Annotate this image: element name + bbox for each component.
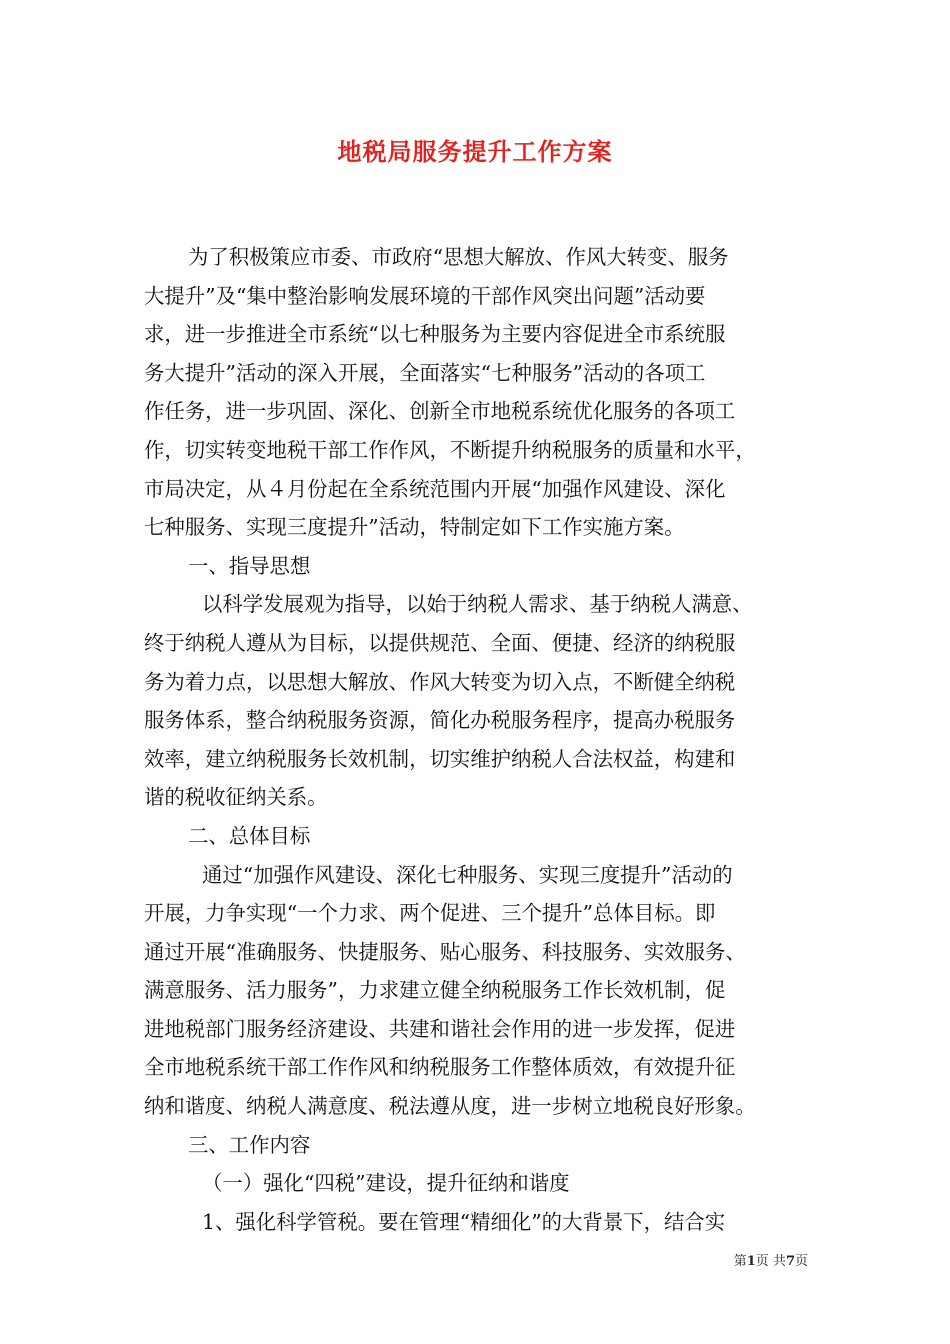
paragraph-line: 1、强化科学管税。要在管理“精细化”的大背景下，结合实: [202, 1209, 726, 1234]
paragraph-line: 七种服务、实现三度提升”活动，特制定如下工作实施方案。: [144, 515, 685, 540]
paragraph-line: 终于纳税人遵从为目标，以提供规范、全面、便捷、经济的纳税服: [144, 630, 736, 655]
page-number-footer: [734, 1250, 808, 1269]
paragraph-line: 务为着力点，以思想大解放、作风大转变为切入点，不断健全纳税: [144, 669, 736, 694]
document-body: [144, 238, 808, 1241]
paragraph-line: 进地税部门服务经济建设、共建和谐社会作用的进一步发挥，促进: [144, 1016, 736, 1041]
document-title: 地税局服务提升工作方案: [337, 137, 613, 166]
paragraph-line: 全市地税系统干部工作作风和纳税服务工作整体质效，有效提升征: [144, 1055, 736, 1080]
paragraph-line: 市局决定，从４月份起在全系统范围内开展“加强作风建设、深化: [144, 476, 726, 501]
paragraph-line: 作任务，进一步巩固、深化、创新全市地税系统优化服务的各项工: [144, 399, 736, 424]
footer-prefix: 第: [733, 1254, 747, 1269]
paragraph-line: 作，切实转变地税干部工作作风，不断提升纳税服务的质量和水平，: [144, 437, 756, 462]
paragraph-line: 以科学发展观为指导，以始于纳税人需求、基于纳税人满意、: [202, 592, 753, 617]
paragraph-line: 大提升”及“集中整治影响发展环境的干部作风突出问题”活动要: [144, 283, 706, 308]
paragraph-line: 通过开展“准确服务、快捷服务、贴心服务、科技服务、实效服务、: [144, 939, 746, 964]
subsection-heading: （一）强化“四税”建设，提升征纳和谐度: [202, 1171, 570, 1196]
paragraph-line: 通过“加强作风建设、深化七种服务、实现三度提升”活动的: [202, 862, 733, 887]
footer-middle: 页 共: [755, 1254, 786, 1269]
footer-total-pages: 7: [785, 1254, 795, 1269]
section-heading: 二、总体目标: [188, 823, 311, 848]
paragraph-line: 服务体系，整合纳税服务资源，简化办税服务程序，提高办税服务: [144, 708, 736, 733]
footer-page-number: 1: [746, 1254, 756, 1269]
paragraph-line: 为了积极策应市委、市政府“思想大解放、作风大转变、服务: [188, 245, 729, 269]
paragraph-line: 谐的税收征纳关系。: [144, 785, 328, 810]
paragraph-line: 满意服务、活力服务”，力求建立健全纳税服务工作长效机制，促: [144, 978, 726, 1003]
paragraph-line: 求，进一步推进全市系统“以七种服务为主要内容促进全市系统服: [144, 322, 726, 347]
section-heading: 三、工作内容: [188, 1132, 311, 1157]
paragraph-line: 效率，建立纳税服务长效机制，切实维护纳税人合法权益，构建和: [144, 746, 736, 771]
section-heading: 一、指导思想: [188, 553, 311, 578]
paragraph-line: 务大提升”活动的深入开展，全面落实“七种服务”活动的各项工: [144, 360, 706, 385]
paragraph-line: 开展，力争实现“一个力求、两个促进、三个提升”总体目标。即: [144, 901, 716, 926]
footer-suffix: 页: [794, 1254, 808, 1269]
paragraph-line: 纳和谐度、纳税人满意度、税法遵从度，进一步树立地税良好形象。: [144, 1094, 756, 1119]
